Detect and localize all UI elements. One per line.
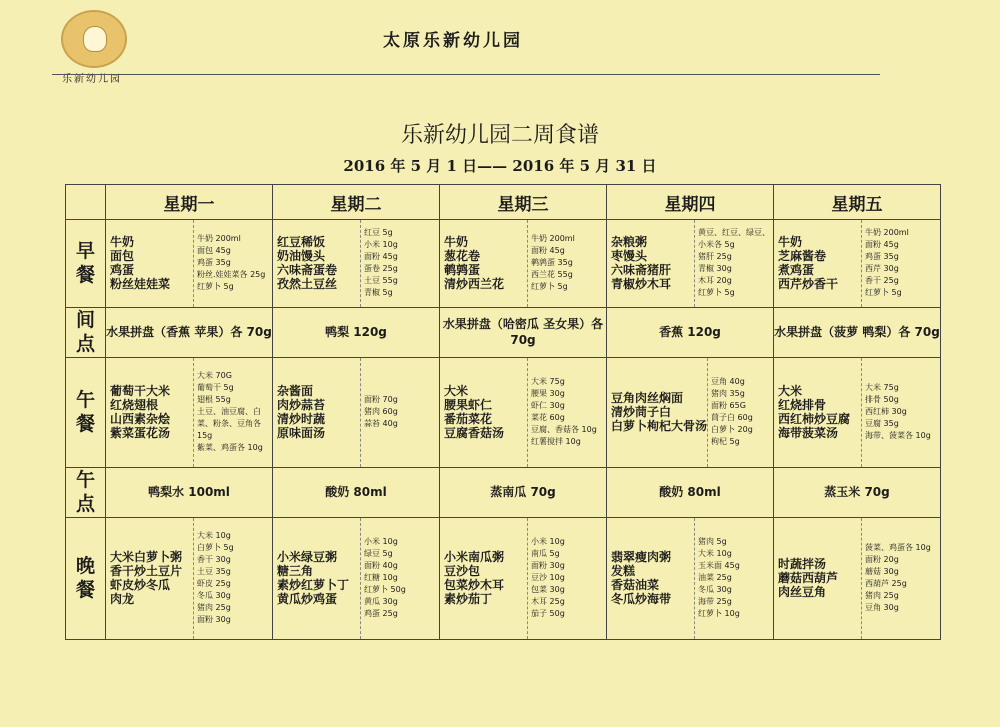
dish-list [607,391,707,433]
ingredient-item: 小米 10g [364,240,398,250]
snack-cell: 水果拼盘（菠萝 鸭梨）各 70g [774,307,941,357]
dish-item: 虾皮炒冬瓜 [110,578,171,593]
ingredient-item: 木耳 20g [698,276,732,286]
dish-item: 六味斋猪肝 [611,263,672,278]
meal-cell [106,517,273,639]
ingredient-item: 菠菜、鸡蛋各 10g [865,543,931,553]
snack-cell: 酸奶 80ml [273,467,440,517]
meal-cell [273,220,440,308]
ingredient-item: 冬瓜 30g [698,585,732,595]
ingredient-item: 牛奶 200ml [865,228,909,238]
dish-item: 杂酱面 [277,384,314,399]
ingredient-item: 面粉 40g [364,561,398,571]
meal-cell [607,357,774,467]
dish-item: 面包 [110,249,135,264]
ingredient-item: 面包 45g [197,246,231,256]
ingredient-list [695,227,773,299]
dish-item: 豆腐香菇汤 [444,426,505,441]
logo-caption: 乐新幼儿园 [62,74,122,85]
ingredient-list [194,530,234,626]
dish-list [273,384,360,440]
ingredient-item: 翅根 55g [197,395,231,405]
ingredient-item: 青椒 30g [698,264,732,274]
dish-item: 冬瓜炒海带 [611,592,672,607]
ingredient-item: 鹌鹑蛋 35g [531,258,573,268]
meal-cell [774,357,941,467]
dish-item: 肉炒蒜苔 [277,398,326,413]
meal-cell [106,357,273,467]
ingredient-list [862,542,931,614]
ingredient-item: 排骨 50g [865,395,899,405]
meal-cell [273,357,440,467]
ingredient-item: 蒜苔 40g [364,419,398,429]
dish-item: 腰果虾仁 [444,398,493,413]
ingredient-item: 面粉 45g [531,246,565,256]
dish-item: 鸡蛋 [110,263,135,278]
dish-item: 山西素杂烩 [110,412,171,427]
ingredient-item: 猪肝 25g [698,252,732,262]
snack-cell: 蒸玉米 70g [774,467,941,517]
dish-item: 牛奶 [110,235,135,250]
meal-cell [774,517,941,639]
dish-list [774,384,861,440]
dish-item: 煮鸡蛋 [778,263,815,278]
ingredient-item: 面粉 65G [711,401,746,411]
meal-label: 早餐 [66,220,106,308]
dish-item: 西芹炒香干 [778,277,839,292]
ingredient-list [194,370,272,454]
ingredient-item: 大米 10g [698,549,732,559]
ingredient-item: 大米 10g [197,531,231,541]
dish-item: 大米 [778,384,803,399]
dish-item: 西红柿炒豆腐 [778,412,851,427]
dish-list [440,235,527,291]
breakfast-row [66,220,941,308]
dish-item: 青椒炒木耳 [611,277,672,292]
ingredient-item: 豆腐、香菇各 10g [531,425,597,435]
ingredient-item: 红糖 10g [364,573,398,583]
ingredient-item: 面粉 45g [865,240,899,250]
ingredient-item: 猪肉 25g [197,603,231,613]
ingredient-item: 虾皮 25g [197,579,231,589]
ingredient-item: 猪肉 35g [711,389,745,399]
ingredient-item: 小米 10g [531,537,565,547]
dish-item: 素炒红萝卜丁 [277,578,350,593]
dish-item: 清炒西兰花 [444,277,505,292]
dish-item: 黄瓜炒鸡蛋 [277,592,338,607]
dish-list [440,384,527,440]
dish-item: 肉龙 [110,592,135,607]
ingredient-item: 红萝卜 50g [364,585,406,595]
dish-list [774,235,861,291]
dish-item: 红烧排骨 [778,398,827,413]
ingredient-item: 红萝卜 5g [698,288,735,298]
ingredient-item: 西兰花 55g [531,270,573,280]
ingredient-list [361,536,406,620]
snack-pm-row [66,467,941,517]
ingredient-item: 蘑菇 30g [865,567,899,577]
ingredient-list [361,227,398,299]
dish-item: 杂粮粥 [611,235,648,250]
ingredient-item: 红萝卜 10g [698,609,740,619]
ingredient-item: 西红柿 30g [865,407,907,417]
ingredient-item: 葡萄干 5g [197,383,234,393]
logo-emblem [61,10,127,68]
dish-list [273,235,360,291]
ingredient-item: 海带 25g [698,597,732,607]
ingredient-item: 绿豆 5g [364,549,393,559]
ingredient-item: 包菜 30g [531,585,565,595]
snack-cell: 水果拼盘（香蕉 苹果）各 70g [106,307,273,357]
day-header: 星期二 [273,185,440,220]
ingredient-item: 猪肉 25g [865,591,899,601]
ingredient-item: 土豆 55g [364,276,398,286]
ingredient-item: 鸡蛋 35g [865,252,899,262]
dish-item: 原味面汤 [277,426,326,441]
dish-list [106,384,193,440]
dish-list [106,235,193,291]
ingredient-item: 西葫芦 25g [865,579,907,589]
dish-item: 清炒茼子白 [611,405,672,420]
dish-item: 糖三角 [277,564,314,579]
snack-cell: 鸭梨水 100ml [106,467,273,517]
snack-am-row [66,307,941,357]
ingredient-item: 面粉 30g [197,615,231,625]
school-name: 太原乐新幼儿园 [383,31,523,51]
dinner-row [66,517,941,639]
ingredient-list [194,233,265,293]
ingredient-item: 红豆 5g [364,228,393,238]
day-header: 星期四 [607,185,774,220]
ingredient-item: 白萝卜 20g [711,425,753,435]
ingredient-item: 香干 30g [197,555,231,565]
date-range: 2016 年 5 月 1 日—— 2016 年 5 月 31 日 [343,157,657,175]
ingredient-item: 红萝卜 5g [865,288,902,298]
snack-cell: 酸奶 80ml [607,467,774,517]
ingredient-item: 紫菜、鸡蛋各 10g [197,443,263,453]
dish-item: 紫菜蛋花汤 [110,426,171,441]
ingredient-list [862,227,909,299]
ingredient-item: 海带、菠菜各 10g [865,431,931,441]
ingredient-item: 面粉 70g [364,395,398,405]
snack-cell: 水果拼盘（哈密瓜 圣女果）各 70g [440,307,607,357]
dish-list [607,550,694,606]
meal-cell [607,220,774,308]
dish-item: 蘑菇西葫芦 [778,571,839,586]
snack-cell: 鸭梨 120g [273,307,440,357]
meal-label: 午餐 [66,357,106,467]
menu-table [65,184,941,640]
dish-item: 大米 [444,384,469,399]
dish-item: 孜然土豆丝 [277,277,338,292]
day-header: 星期五 [774,185,941,220]
ingredient-item: 红萝卜 5g [531,282,568,292]
ingredient-item: 面粉 45g [364,252,398,262]
dish-list [273,550,360,606]
page-title: 乐新幼儿园二周食谱 [400,123,599,148]
dish-item: 芝麻酱卷 [778,249,827,264]
ingredient-item: 大米 75g [865,383,899,393]
day-header: 星期三 [440,185,607,220]
dish-item: 葡萄干大米 [110,384,171,399]
dish-list [440,550,527,606]
meal-label: 晚餐 [66,517,106,639]
snack-cell: 蒸南瓜 70g [440,467,607,517]
ingredient-item: 虾仁 30g [531,401,565,411]
dish-item: 香干炒土豆片 [110,564,183,579]
ingredient-list [528,536,565,620]
dish-item: 红豆稀饭 [277,235,326,250]
ingredient-item: 红薯搅拌 10g [531,437,581,447]
meal-label: 午点 [66,467,106,517]
dish-item: 白萝卜枸杞大骨汤 [611,419,708,434]
ingredient-item: 大米 70G [197,371,232,381]
meal-cell [440,517,607,639]
ingredient-item: 猪肉 60g [364,407,398,417]
dish-item: 豆角肉丝焖面 [611,391,684,406]
ingredient-list [528,233,575,293]
ingredient-item: 油菜 25g [698,573,732,583]
meal-cell [273,517,440,639]
ingredient-item: 冬瓜 30g [197,591,231,601]
header-divider [52,74,880,75]
dish-item: 包菜炒木耳 [444,578,505,593]
dish-item: 时蔬拌汤 [778,557,827,572]
ingredient-item: 枸杞 5g [711,437,740,447]
dish-item: 小米南瓜粥 [444,550,505,565]
ingredient-item: 土豆 35g [197,567,231,577]
ingredient-item: 豆角 40g [711,377,745,387]
dish-item: 小米绿豆粥 [277,550,338,565]
ingredient-item: 黄瓜 30g [364,597,398,607]
dish-item: 清炒时蔬 [277,412,326,427]
ingredient-item: 豆角 30g [865,603,899,613]
meal-cell [440,220,607,308]
ingredient-item: 黄豆、红豆、绿豆、小米各 5g [698,228,770,250]
school-logo [57,10,127,85]
meal-cell [607,517,774,639]
ingredient-list [708,376,753,448]
ingredient-item: 青椒 5g [364,288,393,298]
ingredient-item: 玉米面 45g [698,561,740,571]
ingredient-item: 鸡蛋 25g [364,609,398,619]
dish-item: 香菇油菜 [611,578,660,593]
dish-item: 海带菠菜汤 [778,426,839,441]
ingredient-item: 牛奶 200ml [197,234,241,244]
meal-cell [440,357,607,467]
ingredient-item: 茼子白 60g [711,413,753,423]
dish-item: 牛奶 [444,235,469,250]
ingredient-item: 粉丝.娃娃菜各 25g [197,270,266,280]
meal-label: 间点 [66,307,106,357]
ingredient-item: 小米 10g [364,537,398,547]
ingredient-item: 西芹 30g [865,264,899,274]
dish-item: 番茄菜花 [444,412,493,427]
ingredient-item: 面粉 30g [531,561,565,571]
ingredient-item: 土豆、油豆腐、白菜、粉条、豆角各 15g [197,407,261,441]
dish-item: 豆沙包 [444,564,481,579]
dish-item: 枣馒头 [611,249,648,264]
day-header: 星期一 [106,185,273,220]
dish-item: 大米白萝卜粥 [110,550,183,565]
ingredient-item: 香干 25g [865,276,899,286]
dish-item: 素炒茄丁 [444,592,493,607]
dish-item: 肉丝豆角 [778,585,827,600]
ingredient-item: 鸡蛋 35g [197,258,231,268]
ingredient-list [361,394,398,430]
ingredient-item: 木耳 25g [531,597,565,607]
dish-item: 奶油馒头 [277,249,326,264]
ingredient-item: 豆腐 35g [865,419,899,429]
dish-item: 鹌鹑蛋 [444,263,481,278]
dish-item: 红烧翅根 [110,398,159,413]
dish-item: 六味斋蛋卷 [277,263,338,278]
dish-item: 葱花卷 [444,249,481,264]
dish-item: 粉丝娃娃菜 [110,277,171,292]
meal-cell [106,220,273,308]
ingredient-item: 茄子 50g [531,609,565,619]
meal-cell [774,220,941,308]
ingredient-item: 豆沙 10g [531,573,565,583]
dish-list [607,235,694,291]
ingredient-item: 牛奶 200ml [531,234,575,244]
ingredient-item: 红萝卜 5g [197,282,234,292]
header-row [66,185,941,220]
ingredient-list [695,536,740,620]
ingredient-list [862,382,931,442]
ingredient-item: 南瓜 5g [531,549,560,559]
ingredient-item: 腰果 30g [531,389,565,399]
ingredient-item: 面粉 20g [865,555,899,565]
ingredient-item: 菜花 60g [531,413,565,423]
ingredient-item: 大米 75g [531,377,565,387]
dish-item: 翡翠瘦肉粥 [611,550,672,565]
snack-cell: 香蕉 120g [607,307,774,357]
dish-item: 发糕 [611,564,636,579]
dish-list [774,557,861,599]
ingredient-item: 猪肉 5g [698,537,727,547]
dish-item: 牛奶 [778,235,803,250]
ingredient-list [528,376,597,448]
corner-cell [66,185,106,220]
ingredient-item: 白萝卜 5g [197,543,234,553]
ingredient-item: 蛋卷 25g [364,264,398,274]
lunch-row [66,357,941,467]
dish-list [106,550,193,606]
